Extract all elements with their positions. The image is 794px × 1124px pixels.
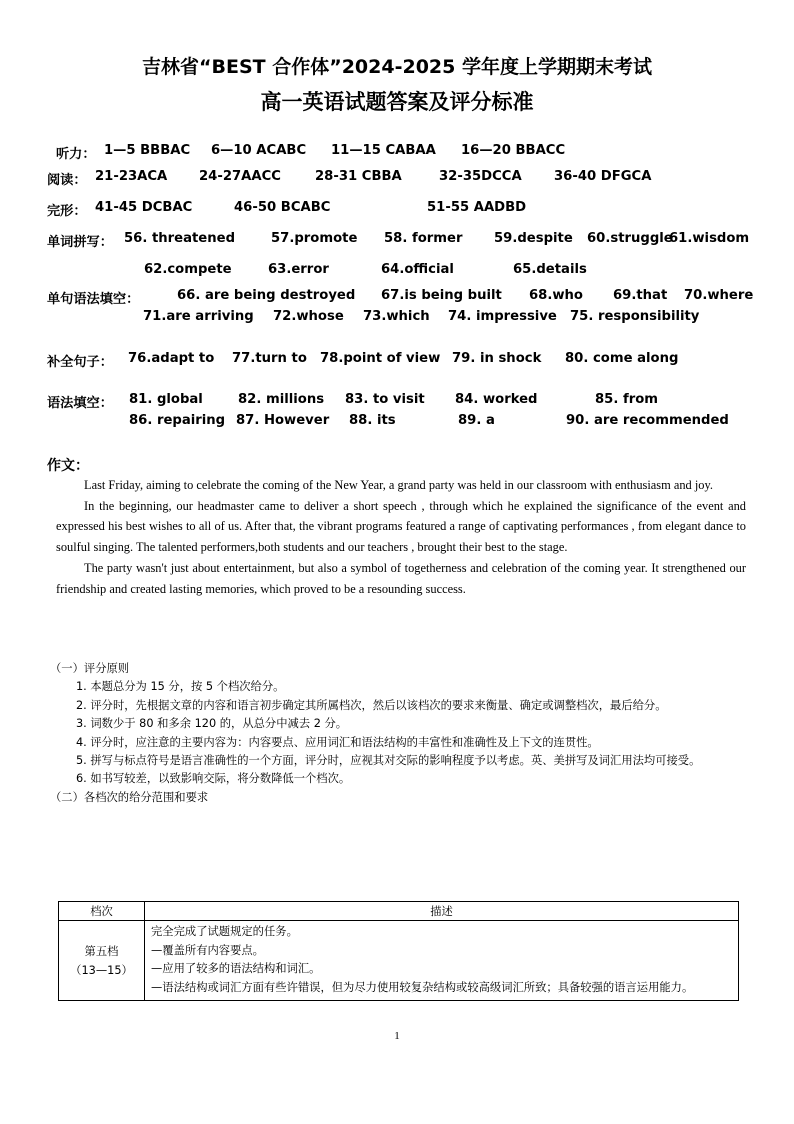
answer-item: 24-27AACC	[199, 169, 281, 184]
answer-item: 6—10 ACABC	[211, 143, 307, 158]
grammar-fill-answers	[47, 392, 757, 410]
description-line: 完全完成了试题规定的任务。	[151, 925, 298, 938]
scoring-rules	[50, 660, 750, 807]
answer-item: 56. threatened	[124, 231, 236, 246]
answer-item: 1—5 BBBAC	[104, 143, 191, 158]
answer-item: 78.point of view	[320, 351, 441, 366]
answer-label: 阅读：	[47, 173, 87, 188]
answer-item: 32-35DCCA	[439, 169, 522, 184]
spelling-answers-row2	[144, 262, 744, 280]
essay-paragraph: In the beginning, our headmaster came to deliver a short speech , through which he explained the significance of the event and expressed his best wishes to all of us. After that, the vibrant programs featured a range of captivating performances , from elegant dance to soulful singing. The talented performers,both students and our teachers , brought their best to the stage.	[56, 498, 746, 555]
answer-item: 65.details	[513, 262, 587, 277]
answer-label: 语法填空：	[47, 396, 113, 411]
answer-item: 87. However	[236, 413, 330, 428]
answer-item: 71.are arriving	[143, 309, 254, 324]
answer-item: 85. from	[595, 392, 658, 407]
rule-item: 6. 如书写较差，以致影响交际，将分数降低一个档次。	[76, 772, 351, 786]
answer-item: 61.wisdom	[669, 231, 750, 246]
rule-item: 3. 词数少于 80 和多余 120 的，从总分中减去 2 分。	[76, 717, 348, 731]
cloze-answers	[47, 200, 757, 218]
answer-item: 89. a	[458, 413, 495, 428]
page-number: 1	[394, 1030, 400, 1042]
answer-item: 81. global	[129, 392, 203, 407]
section-heading: （一）评分原则	[50, 662, 130, 675]
answer-label: 完形：	[47, 204, 87, 219]
grade-level: 第五档	[84, 944, 119, 958]
grammar-single-answers-row2	[143, 309, 743, 327]
answer-item: 51-55 AADBD	[427, 200, 527, 215]
answer-item: 60.struggle	[587, 231, 673, 246]
answer-item: 36-40 DFGCA	[554, 169, 652, 184]
answer-item: 75. responsibility	[570, 309, 700, 324]
answer-item: 69.that	[613, 288, 668, 303]
grade-table	[58, 901, 739, 1001]
grammar-fill-answers-row2	[129, 413, 749, 431]
rule-item: 5. 拼写与标点符号是语言准确性的一个方面，评分时，应视其对交际的影响程度予以考虑。英、美拼写及词汇用法均可接受。	[76, 754, 701, 768]
answer-item: 74. impressive	[448, 309, 557, 324]
answer-item: 46-50 BCABC	[234, 200, 331, 215]
answer-item: 68.who	[529, 288, 583, 303]
essay-heading: 作文：	[47, 458, 89, 474]
answer-item: 77.turn to	[232, 351, 307, 366]
answer-item: 16—20 BBACC	[461, 143, 566, 158]
table-row	[59, 921, 739, 1001]
answer-item: 63.error	[268, 262, 329, 277]
answer-label: 单句语法填空：	[47, 292, 140, 307]
grammar-single-answers	[47, 288, 757, 306]
answer-item: 64.official	[381, 262, 454, 277]
grade-range: （13—15）	[70, 963, 133, 977]
answer-item: 79. in shock	[452, 351, 542, 366]
answer-label: 补全句子：	[47, 355, 113, 370]
description-line: —语法结构或词汇方面有些许错误，但为尽力使用较复杂结构或较高级词汇所致；具备较强的语言运用能力。	[151, 980, 694, 994]
answer-item: 83. to visit	[345, 392, 425, 407]
answer-item: 21-23ACA	[95, 169, 168, 184]
answer-item: 84. worked	[455, 392, 538, 407]
answer-item: 59.despite	[494, 231, 573, 246]
table-header-row	[59, 902, 739, 921]
spelling-answers	[47, 231, 757, 249]
answer-item: 80. come along	[565, 351, 679, 366]
model-essay	[56, 475, 746, 599]
completion-answers	[47, 351, 757, 369]
table-header: 描述	[145, 902, 739, 921]
answer-item: 88. its	[349, 413, 396, 428]
grade-description-cell	[145, 921, 739, 1001]
exam-title: 吉林省“BEST 合作体”2024-2025 学年度上学期期末考试	[142, 56, 652, 78]
table-header: 档次	[59, 902, 145, 921]
rule-item: 2. 评分时，先根据文章的内容和语言初步确定其所属档次，然后以该档次的要求来衡量、确定或调整档次，最后给分。	[76, 698, 667, 712]
answer-label: 单词拼写：	[47, 235, 113, 250]
section-heading: （二）各档次的给分范围和要求	[50, 790, 209, 804]
answer-item: 90. are recommended	[566, 413, 729, 428]
answer-item: 82. millions	[238, 392, 325, 407]
essay-paragraph: Last Friday, aiming to celebrate the coming of the New Year, a grand party was held in our classroom with enthusiasm and joy.	[84, 478, 713, 492]
answer-item: 41-45 DCBAC	[95, 200, 193, 215]
answer-item: 72.whose	[273, 309, 344, 324]
answer-item: 28-31 CBBA	[315, 169, 402, 184]
rule-item: 4. 评分时，应注意的主要内容为：内容要点、应用词汇和语法结构的丰富性和准确性及上下文的连贯性。	[76, 735, 599, 749]
grade-level-cell	[59, 921, 145, 1001]
answer-item: 76.adapt to	[128, 351, 215, 366]
rule-item: 1. 本题总分为 15 分，按 5 个档次给分。	[76, 680, 285, 694]
answer-item: 58. former	[384, 231, 463, 246]
listening-answers	[56, 143, 756, 161]
answer-item: 11—15 CABAA	[331, 143, 436, 158]
answer-item: 73.which	[363, 309, 430, 324]
exam-subtitle: 高一英语试题答案及评分标准	[260, 90, 534, 114]
answer-item: 66. are being destroyed	[177, 288, 356, 303]
answer-item: 57.promote	[271, 231, 358, 246]
essay-paragraph: The party wasn't just about entertainment, but also a symbol of togetherness and celebration of the coming year. It strengthened our friendship and created lasting memories, which proved to be a resounding success.	[56, 560, 746, 596]
answer-item: 67.is being built	[381, 288, 502, 303]
answer-item: 86. repairing	[129, 413, 226, 428]
answer-item: 62.compete	[144, 262, 232, 277]
reading-answers	[47, 169, 757, 187]
answer-label: 听力：	[56, 147, 96, 162]
description-line: —应用了较多的语法结构和词汇。	[151, 962, 321, 975]
description-line: —覆盖所有内容要点。	[151, 943, 264, 957]
answer-item: 70.where	[684, 288, 754, 303]
